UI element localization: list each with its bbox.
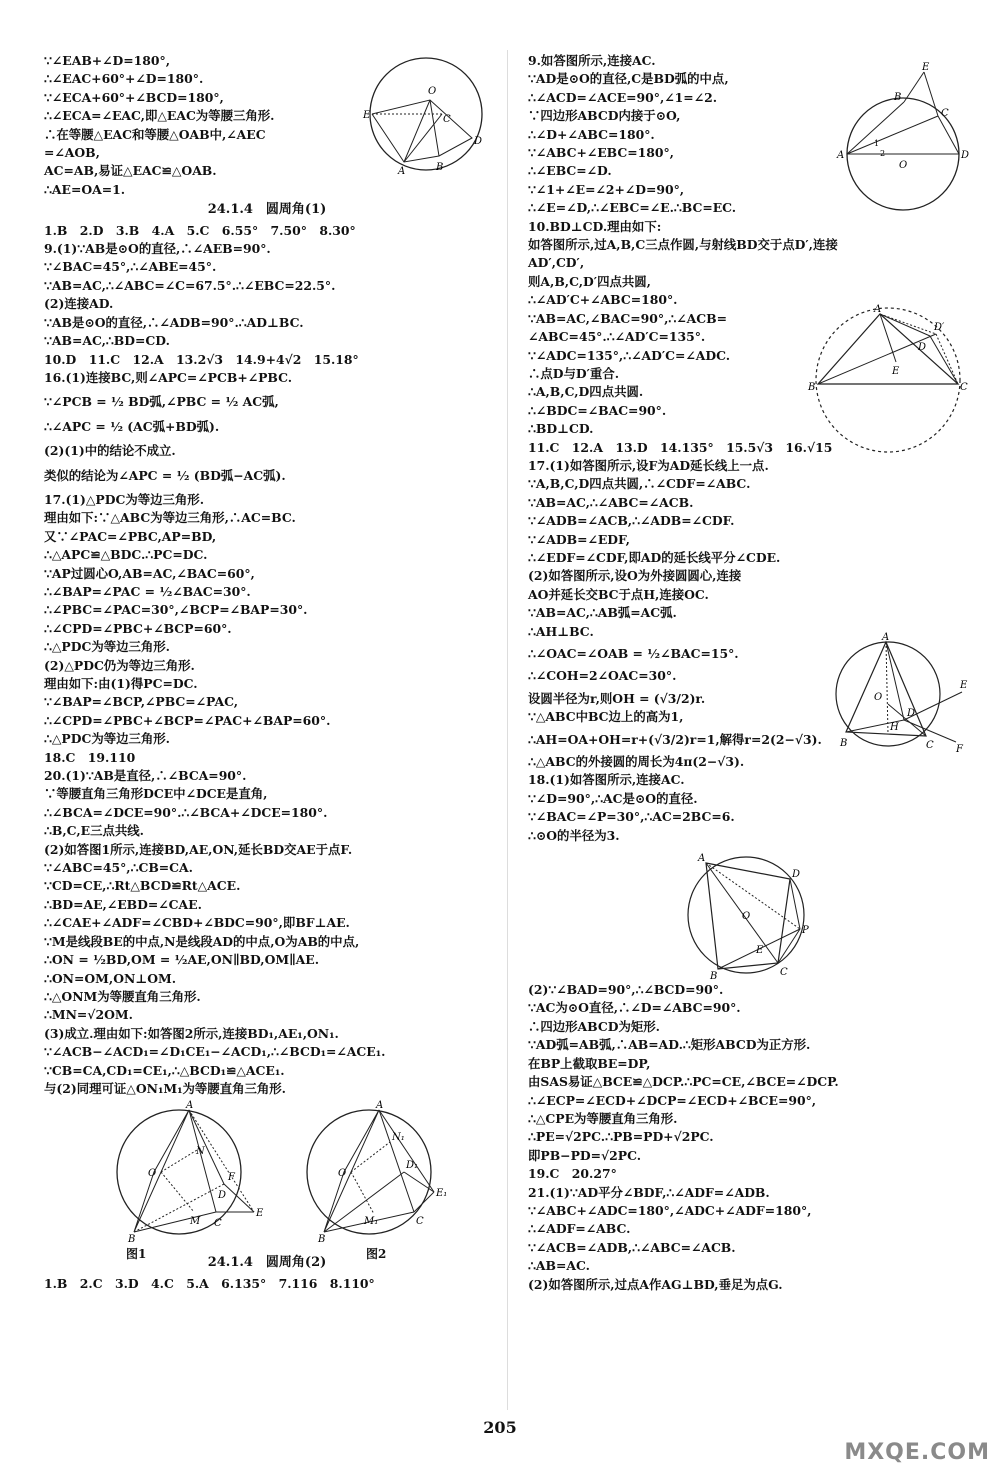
text-line: ∴∠EAC+60°+∠D=180°. xyxy=(44,71,204,87)
text-line: 与(2)同理可证△ON₁M₁为等腰直角三角形. xyxy=(44,1080,286,1096)
figure-q9-circle xyxy=(838,64,968,214)
text-line: ∵∠D=90°,∴AC是⊙O的直径. xyxy=(528,790,698,806)
svg-text:D′: D′ xyxy=(934,322,945,333)
text-line: AD′,CD′, xyxy=(528,255,585,271)
text-line: ∴在等腰△EAC和等腰△OAB中,∠AEC xyxy=(44,126,266,142)
svg-text:B: B xyxy=(894,92,902,103)
text-line: 17.(1)如答图所示,设F为AD延长线上一点. xyxy=(528,457,769,473)
text-line: ∴∠E=∠D,∴∠EBC=∠E.∴BC=EC. xyxy=(528,200,737,216)
text-line: 1.B 2.D 3.B 4.A 5.C 6.55° 7.50° 8.30° xyxy=(44,222,356,238)
site-watermark: MXQE.COM xyxy=(844,1440,990,1465)
svg-text:N: N xyxy=(196,1146,205,1158)
svg-text:P: P xyxy=(802,925,809,937)
text-line: ∵AC为⊙O直径,∴∠D=∠ABC=90°. xyxy=(528,1000,741,1016)
svg-text:B: B xyxy=(436,162,444,173)
text-line: 11.C 12.A 13.D 14.135° 15.5√3 16.√15 xyxy=(528,439,833,455)
text-line: 类似的结论为∠APC = ½ (BD弧−AC弧). xyxy=(44,467,286,483)
text-line: (2)如答图所示,设O为外接圆圆心,连接 xyxy=(528,568,742,584)
text-line: 10.D 11.C 12.A 13.2√3 14.9+4√2 15.18° xyxy=(44,351,359,367)
text-line: (2)连接AD. xyxy=(44,296,114,312)
text-line: ∴点D与D′重合. xyxy=(528,365,620,381)
svg-text:A: A xyxy=(837,150,845,161)
text-line: ∴△PDC为等边三角形. xyxy=(44,639,170,655)
text-line: ∵AD是⊙O的直径,C是BD弧的中点, xyxy=(528,71,729,87)
text-line: AO并延长交BC于点H,连接OC. xyxy=(528,586,709,602)
text-line: (2)如答图1所示,连接BD,AE,ON,延长BD交AE于点F. xyxy=(44,841,353,857)
text-line: ∵CB=CA,CD₁=CE₁,∴△BCD₁≌△ACE₁. xyxy=(44,1062,285,1078)
text-line: ∴ON = ½BD,OM = ½AE,ON∥BD,OM∥AE. xyxy=(44,952,320,968)
svg-text:O: O xyxy=(148,1168,157,1180)
text-line: ∵∠ABC+∠ADC=180°,∠ADC+∠ADF=180°, xyxy=(528,1202,812,1218)
right-block2 xyxy=(528,981,968,1294)
text-line: ∴AH⊥BC. xyxy=(528,623,594,639)
svg-text:D: D xyxy=(792,869,801,881)
text-line: 9.如答图所示,连接AC. xyxy=(528,53,656,68)
text-line: ∵∠ABC=45°,∴CB=CA. xyxy=(44,860,193,876)
text-line: ∴∠EDF=∠CDF,即AD的延长线平分∠CDE. xyxy=(528,549,781,565)
svg-text:H: H xyxy=(890,722,899,733)
svg-text:D₁: D₁ xyxy=(406,1160,419,1172)
text-line: ∴∠D+∠ABC=180°. xyxy=(528,126,655,142)
text-line: ∴∠OAC=∠OAB = ½∠BAC=15°. xyxy=(528,646,739,661)
text-line: ∵∠ADB=∠EDF, xyxy=(528,531,630,547)
page-number: 205 xyxy=(483,1418,517,1437)
text-line: (2)△PDC仍为等边三角形. xyxy=(44,657,195,673)
section-heading-1: 24.1.4 圆周角(1) xyxy=(207,202,327,218)
svg-text:C: C xyxy=(443,114,451,125)
text-line: ∵A,B,C,D四点共圆,∴∠CDF=∠ABC. xyxy=(528,476,751,492)
svg-text:2: 2 xyxy=(880,149,886,158)
svg-text:D: D xyxy=(918,342,927,353)
text-line: ∴MN=√2OM. xyxy=(44,1007,133,1023)
text-line: ∴∠BCA=∠DCE=90°.∴∠BCA+∠DCE=180°. xyxy=(44,804,328,820)
svg-text:O: O xyxy=(338,1168,347,1180)
svg-text:A: A xyxy=(376,1100,384,1112)
svg-text:B: B xyxy=(808,382,816,393)
text-line: ∴∠EBC=∠D. xyxy=(528,163,612,179)
text-line: ∵∠ACB−∠ACD₁=∠D₁CE₁−∠ACD₁,∴∠BCD₁=∠ACE₁. xyxy=(44,1044,386,1060)
text-line: ∵∠ADB=∠ACB,∴∠ADB=∠CDF. xyxy=(528,513,735,529)
svg-text:C: C xyxy=(960,382,968,393)
text-line: 1.B 2.C 3.D 4.C 5.A 6.135° 7.116 8.110° xyxy=(44,1275,375,1291)
text-line: ∴△APC≌△BDC.∴PC=DC. xyxy=(44,547,208,563)
text-line: 18.C 19.110 xyxy=(44,749,136,765)
text-line: 20.(1)∵AB是直径,∴∠BCA=90°. xyxy=(44,768,247,784)
text-line: ∴△CPE为等腰直角三角形. xyxy=(528,1110,678,1126)
text-line: ∴∠CPD=∠PBC+∠BCP=∠PAC+∠BAP=60°. xyxy=(44,712,331,728)
figure-circle-eab xyxy=(364,52,494,182)
text-line: (2)如答图所示,过点A作AG⊥BD,垂足为点G. xyxy=(528,1276,783,1292)
svg-text:E: E xyxy=(892,366,900,377)
text-line: ∵AB=AC,∴AB弧=AC弧. xyxy=(528,605,677,621)
text-line: 19.C 20.27° xyxy=(528,1166,617,1182)
figures-row xyxy=(44,1100,490,1262)
right-block1-lower xyxy=(528,567,828,685)
text-line: =∠AOB, xyxy=(44,145,100,161)
figure-q10-circle xyxy=(808,302,968,467)
figure-2-circle xyxy=(294,1100,454,1246)
svg-text:B: B xyxy=(318,1234,326,1246)
text-line: ∴∠APC = ½ (AC弧+BD弧). xyxy=(44,418,220,434)
text-line: 又∵∠PAC=∠PBC,AP=BD, xyxy=(44,528,217,544)
right-block1-top xyxy=(528,52,828,218)
text-line: (2)∵∠BAD=90°,∴∠BCD=90°. xyxy=(528,982,724,998)
text-line: ∴△PDC为等边三角形. xyxy=(44,731,170,747)
svg-text:B: B xyxy=(840,738,848,749)
svg-text:1: 1 xyxy=(874,139,880,148)
svg-text:D: D xyxy=(474,136,483,147)
text-line: ∵∠BAC=45°,∴∠ABE=45°. xyxy=(44,259,217,275)
text-line: 10.BD⊥CD.理由如下: xyxy=(528,218,662,234)
text-line: ∵AB=AC,∴BD=CD. xyxy=(44,333,170,349)
svg-text:A: A xyxy=(882,632,890,643)
svg-text:D: D xyxy=(907,708,916,719)
text-line: ∴∠ADF=∠ABC. xyxy=(528,1221,631,1237)
section-heading-2: 24.1.4 圆周角(2) xyxy=(207,1255,327,1271)
text-line: ∴BD=AE,∠EBD=∠CAE. xyxy=(44,896,202,912)
svg-text:B: B xyxy=(710,971,718,983)
text-line: ∴四边形ABCD为矩形. xyxy=(528,1018,660,1034)
text-line: 设圆半径为r,则OH = (√3/2)r. xyxy=(528,690,706,706)
text-line: ∵∠1+∠E=∠2+∠D=90°, xyxy=(528,181,685,197)
text-line: ∵∠ECA+60°+∠BCD=180°, xyxy=(44,89,224,105)
svg-text:M: M xyxy=(190,1216,201,1228)
text-line: ∴∠CPD=∠PBC+∠BCP=60°. xyxy=(44,620,232,636)
text-line: ∵四边形ABCD内接于⊙O, xyxy=(528,108,681,124)
svg-text:B: B xyxy=(128,1234,136,1246)
svg-text:A: A xyxy=(398,166,406,177)
text-line: ∵AP过圆心O,AB=AC,∠BAC=60°, xyxy=(44,565,255,581)
text-line: ∵CD=CE,∴Rt△BCD≌Rt△ACE. xyxy=(44,878,241,894)
text-line: ∴AE=OA=1. xyxy=(44,181,126,197)
svg-text:F: F xyxy=(228,1172,235,1184)
text-line: ∴AB=AC. xyxy=(528,1258,590,1274)
text-line: ∵∠BAP=∠BCP,∠PBC=∠PAC, xyxy=(44,694,239,710)
svg-text:E: E xyxy=(363,110,371,121)
text-line: 18.(1)如答图所示,连接AC. xyxy=(528,772,685,788)
svg-text:F: F xyxy=(956,744,963,755)
text-line: 16.(1)连接BC,则∠APC=∠PCB+∠PBC. xyxy=(44,369,293,385)
text-line: ∵AB=AC,∴∠ABC=∠C=67.5°.∴∠EBC=22.5°. xyxy=(44,277,336,293)
svg-text:D: D xyxy=(218,1190,227,1202)
column-divider xyxy=(507,50,508,1410)
text-line: ∵∠BAC=∠P=30°,∴AC=2BC=6. xyxy=(528,809,735,825)
text-line: ∴∠PBC=∠PAC=30°,∠BCP=∠BAP=30°. xyxy=(44,602,308,618)
svg-text:C: C xyxy=(416,1216,424,1228)
text-line: ∵∠EAB+∠D=180°, xyxy=(44,53,171,68)
text-line: ∵等腰直角三角形DCE中∠DCE是直角, xyxy=(44,786,268,802)
text-line: ∴∠COH=2∠OAC=30°. xyxy=(528,668,677,684)
text-line: ∴∠ECA=∠EAC,即△EAC为等腰三角形. xyxy=(44,108,275,124)
svg-text:E: E xyxy=(256,1208,264,1220)
figure-q18-circle xyxy=(678,849,818,983)
svg-text:O: O xyxy=(874,692,883,703)
svg-text:C: C xyxy=(780,967,788,979)
text-line: ∴∠AD′C+∠ABC=180°. xyxy=(528,292,678,308)
figure-1-circle xyxy=(104,1100,264,1246)
svg-text:A: A xyxy=(874,304,882,315)
text-line: ∵∠ADC=135°,∴∠AD′C=∠ADC. xyxy=(528,347,731,363)
text-line: ∴△ABC的外接圆的周长为4π(2−√3). xyxy=(528,754,745,770)
text-line: ∵AB=AC,∴∠ABC=∠ACB. xyxy=(528,494,694,510)
left-block1 xyxy=(44,52,344,199)
text-line: ∵M是线段BE的中点,N是线段AD的中点,O为AB的中点, xyxy=(44,933,360,949)
text-line: ∵∠ABC+∠EBC=180°, xyxy=(528,145,674,161)
text-line: 在BP上截取BE=DP, xyxy=(528,1055,651,1071)
left-column xyxy=(44,52,490,1293)
text-line: ∴∠ACD=∠ACE=90°,∠1=∠2. xyxy=(528,89,718,105)
text-line: 如答图所示,过A,B,C三点作圆,与射线BD交于点D′,连接 xyxy=(528,237,838,253)
text-line: 即PB−PD=√2PC. xyxy=(528,1147,642,1163)
svg-text:E: E xyxy=(960,680,968,691)
svg-text:M₁: M₁ xyxy=(364,1216,379,1228)
text-line: 21.(1)∵AD平分∠BDF,∴∠ADF=∠ADB. xyxy=(528,1184,770,1200)
text-line: 理由如下:由(1)得PC=DC. xyxy=(44,676,198,691)
text-line: ∴AH=OA+OH=r+(√3/2)r=1,解得r=2(2−√3). xyxy=(528,731,822,747)
text-line: ∴⊙O的半径为3. xyxy=(528,827,620,843)
svg-text:N₁: N₁ xyxy=(392,1132,405,1144)
figure-2-caption: 图2 xyxy=(366,1247,387,1262)
right-column xyxy=(528,52,968,1294)
text-line: ∠ABC=45°.∴∠AD′C=135°. xyxy=(528,329,706,345)
text-line: ∴∠BAP=∠PAC = ½∠BAC=30°. xyxy=(44,583,251,599)
text-line: ∵∠PCB = ½ BD弧,∠PBC = ½ AC弧, xyxy=(44,394,279,410)
svg-text:C: C xyxy=(214,1218,222,1230)
text-line: ∴∠ECP=∠ECD+∠DCP=∠ECD+∠BCE=90°, xyxy=(528,1092,817,1108)
svg-text:A: A xyxy=(698,853,706,865)
text-line: ∵△ABC中BC边上的高为1, xyxy=(528,709,684,725)
text-line: ∵AB是⊙O的直径,∴∠ADB=90°.∴AD⊥BC. xyxy=(44,314,304,330)
svg-text:D: D xyxy=(961,150,970,161)
text-line: (2)(1)中的结论不成立. xyxy=(44,443,176,459)
text-line: (3)成立.理由如下:如答图2所示,连接BD₁,AE₁,ON₁. xyxy=(44,1025,339,1041)
text-line: 则A,B,C,D′四点共圆, xyxy=(528,273,651,289)
text-line: ∴∠CAE+∠ADF=∠CBD+∠BDC=90°,即BF⊥AE. xyxy=(44,915,350,931)
text-line: ∵AD弧=AB弧,∴AB=AD.∴矩形ABCD为正方形. xyxy=(528,1037,811,1053)
text-line: ∴A,B,C,D四点共圆. xyxy=(528,384,644,400)
svg-text:E: E xyxy=(922,62,930,73)
svg-text:A: A xyxy=(186,1100,194,1112)
svg-text:O: O xyxy=(428,86,437,97)
text-line: ∴ON=OM,ON⊥OM. xyxy=(44,970,177,986)
svg-text:C: C xyxy=(926,740,934,751)
svg-text:O: O xyxy=(742,911,751,923)
text-line: 由SAS易证△BCE≌△DCP.∴PC=CE,∠BCE=∠DCP. xyxy=(528,1074,839,1090)
text-line: ∴BD⊥CD. xyxy=(528,421,594,437)
text-line: ∵AB=AC,∠BAC=90°,∴∠ACB= xyxy=(528,310,727,326)
right-block1-mid xyxy=(528,254,818,438)
svg-text:E: E xyxy=(756,945,764,957)
left-block2 xyxy=(44,222,490,1099)
text-line: ∴∠BDC=∠BAC=90°. xyxy=(528,402,667,418)
svg-text:E₁: E₁ xyxy=(436,1188,448,1200)
text-line: 理由如下:∵△ABC为等边三角形,∴AC=BC. xyxy=(44,510,296,526)
svg-text:O: O xyxy=(899,160,908,171)
text-line: ∴PE=√2PC.∴PB=PD+√2PC. xyxy=(528,1129,714,1145)
svg-text:C: C xyxy=(941,108,949,119)
text-line: ∵∠ACB=∠ADB,∴∠ABC=∠ACB. xyxy=(528,1239,736,1255)
text-line: 17.(1)△PDC为等边三角形. xyxy=(44,491,205,507)
text-line: ∴△ONM为等腰直角三角形. xyxy=(44,988,201,1004)
text-line: ∴B,C,E三点共线. xyxy=(44,823,144,839)
text-line: AC=AB,易证△EAC≌△OAB. xyxy=(44,163,217,179)
figure-1-caption: 图1 xyxy=(126,1247,147,1262)
figure-q17-circle xyxy=(828,632,968,767)
text-line: 9.(1)∵AB是⊙O的直径,∴∠AEB=90°. xyxy=(44,241,271,257)
